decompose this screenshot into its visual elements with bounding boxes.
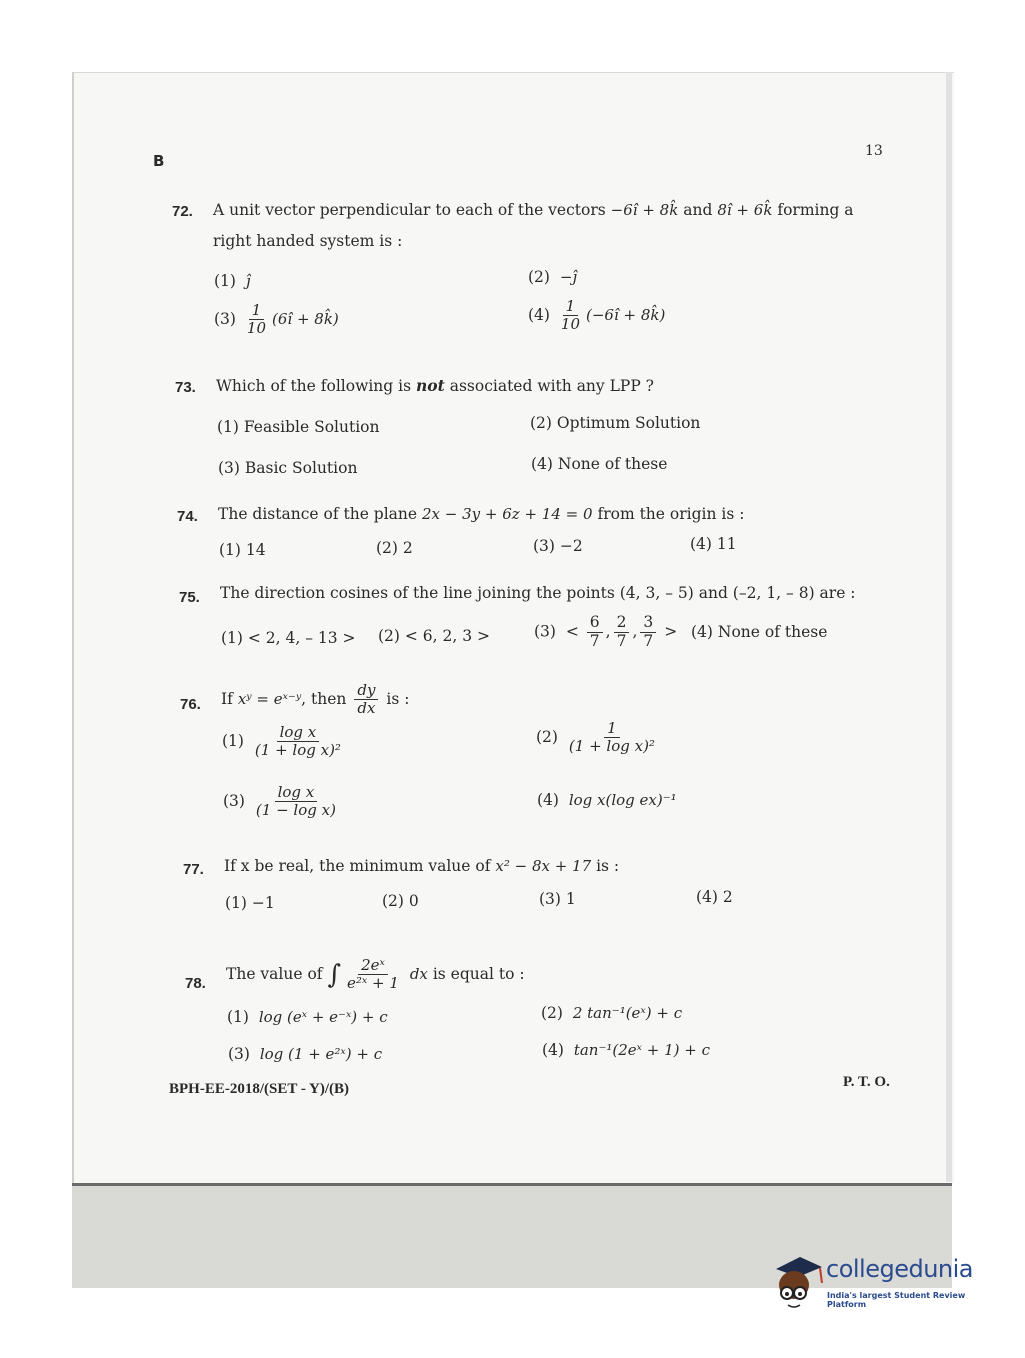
pto-label: P. T. O.: [843, 1074, 890, 1090]
fraction-numerator: 2eˣ: [358, 957, 388, 975]
angle-bracket: <: [565, 622, 579, 641]
fraction-numerator: 3: [640, 614, 656, 633]
question-text-part: and: [683, 201, 713, 219]
option-2: (2) 0: [382, 892, 419, 910]
option-4: [537, 791, 677, 809]
question-text: [221, 682, 409, 718]
option-value: (6î + 8k̂): [272, 309, 339, 328]
question-text-part: Which of the following is: [216, 377, 412, 395]
fraction: [587, 614, 603, 651]
question-text-part: is equal to :: [432, 964, 525, 983]
question-text: [216, 376, 654, 395]
option-2: [528, 268, 577, 286]
set-letter: B: [153, 152, 165, 170]
fraction-denominator: (1 − log x): [255, 801, 336, 820]
option-1: (1) −1: [225, 894, 275, 912]
option-2: [541, 1004, 682, 1022]
option-label: (2): [528, 268, 550, 286]
question-text-part: is :: [596, 857, 620, 875]
option-value: 2 tan⁻¹(eˣ) + c: [572, 1004, 683, 1022]
option-3: [223, 784, 342, 820]
fraction: [253, 784, 339, 820]
option-label: (3): [228, 1045, 250, 1063]
option-1: [214, 272, 250, 290]
paper-edge: [946, 72, 952, 1182]
question-text: [213, 201, 854, 219]
question-number: 75.: [179, 589, 200, 606]
option-1: [222, 724, 347, 760]
paper-code: BPH-EE-2018/(SET - Y)/(B): [169, 1081, 350, 1097]
equation: xʸ = eˣ⁻ʸ: [237, 689, 302, 708]
fraction: [244, 302, 269, 338]
question-text: The direction cosines of the line joining the points (4, 3, – 5) and (–2, 1, – 8) are :: [220, 584, 856, 602]
mascot-icon: [770, 1253, 826, 1313]
option-3: (3) −2: [533, 537, 583, 555]
fraction-denominator: 7: [589, 631, 600, 650]
option-value: −ĵ: [559, 268, 578, 286]
option-4: (4) None of these: [691, 623, 828, 641]
collegedunia-logo[interactable]: [770, 1253, 995, 1315]
question-text: [218, 505, 744, 523]
question-text-part: If x be real, the minimum value of: [224, 857, 491, 875]
fraction-numerator: 1: [604, 720, 620, 738]
fraction: [640, 614, 656, 651]
angle-bracket: >: [664, 622, 678, 641]
fraction-numerator: 6: [587, 614, 603, 633]
question-text: [226, 957, 525, 993]
option-value: ĵ: [245, 272, 251, 290]
vector-b: 8î + 6k̂: [717, 201, 773, 219]
fraction-denominator: 10: [246, 319, 266, 338]
option-2: (2) Optimum Solution: [530, 414, 701, 432]
fraction-numerator: dy: [354, 682, 378, 700]
quadratic-expression: x² − 8x + 17: [495, 857, 592, 875]
question-number: 74.: [177, 508, 198, 525]
fraction: [566, 720, 658, 756]
plane-equation: 2x − 3y + 6z + 14 = 0: [422, 505, 593, 523]
option-label: (2): [536, 727, 558, 746]
fraction-numerator: log x: [277, 724, 320, 742]
fraction-denominator: 10: [560, 315, 580, 334]
integrand-fraction: [344, 957, 402, 993]
fraction-denominator: 7: [616, 631, 627, 650]
question-text-part: The distance of the plane: [218, 505, 418, 523]
option-4: [528, 298, 665, 334]
option-label: (3): [534, 622, 556, 641]
question-text: [224, 857, 619, 875]
question-text-part: is :: [386, 689, 410, 708]
question-number: 77.: [183, 861, 204, 878]
vector-a: −6î + 8k̂: [610, 201, 679, 219]
option-3: [228, 1045, 382, 1063]
option-3: [214, 302, 339, 338]
question-number: 76.: [180, 696, 201, 713]
logo-wordmark: collegedunia: [826, 1255, 974, 1283]
fraction: [252, 724, 344, 760]
derivative-fraction: [354, 682, 378, 718]
fraction-denominator: 7: [643, 631, 654, 650]
fraction-numerator: 2: [614, 614, 630, 633]
fraction-denominator: (1 + log x)²: [568, 737, 655, 756]
fraction-denominator: e²ˣ + 1: [347, 974, 399, 993]
fraction: [558, 298, 583, 334]
fraction-numerator: log x: [275, 784, 318, 802]
option-4: [542, 1041, 710, 1059]
option-2: (2) < 6, 2, 3 >: [378, 627, 491, 645]
emphasis-not: not: [416, 376, 445, 395]
option-label: (1): [214, 272, 236, 290]
page-number: 13: [865, 143, 883, 159]
question-text-part: from the origin is :: [597, 505, 745, 523]
question-text-part: The value of: [226, 964, 323, 983]
differential: dx: [409, 964, 428, 983]
question-number: 78.: [185, 975, 206, 992]
option-label: (4): [537, 791, 559, 809]
option-label: (3): [223, 791, 245, 810]
option-4: (4) 2: [696, 888, 733, 906]
option-label: (4): [528, 305, 550, 324]
option-value: tan⁻¹(2eˣ + 1) + c: [573, 1041, 710, 1059]
question-text-line2: right handed system is :: [213, 232, 403, 250]
option-3: (3) Basic Solution: [218, 459, 358, 477]
question-number: 72.: [172, 203, 193, 220]
option-label: (3): [214, 309, 236, 328]
option-value: log (eˣ + e⁻ˣ) + c: [258, 1008, 388, 1026]
option-label: (1): [227, 1008, 249, 1026]
option-label: (1): [222, 731, 244, 750]
question-text-part: associated with any LPP ?: [449, 377, 654, 395]
option-3: (3) 1: [539, 890, 576, 908]
option-4: (4) 11: [690, 535, 737, 553]
option-2: (2) 2: [376, 539, 413, 557]
option-value: log (1 + e²ˣ) + c: [259, 1045, 383, 1063]
fraction-numerator: 1: [249, 302, 265, 320]
option-1: (1) Feasible Solution: [217, 418, 380, 436]
question-number: 73.: [175, 379, 196, 396]
option-1: (1) 14: [219, 541, 266, 559]
option-3: (3) < $\frac{6}{7}$ , $\frac{2}{7}$ , $\frac{3}{7}$ >: [534, 613, 678, 650]
option-value: log x(log ex)⁻¹: [568, 791, 677, 809]
option-1: (1) < 2, 4, – 13 >: [221, 629, 356, 647]
fraction-denominator: dx: [357, 699, 376, 718]
question-text-part: forming a: [777, 201, 854, 219]
option-label: (4): [542, 1041, 564, 1059]
question-text-part: If: [221, 689, 233, 708]
fraction: [614, 614, 630, 651]
question-text-part: A unit vector perpendicular to each of the vectors: [213, 201, 606, 219]
option-4: (4) None of these: [531, 455, 668, 473]
integral-sign: ∫: [327, 959, 342, 990]
logo-tagline: India's largest Student Review Platform: [827, 1291, 966, 1309]
option-1: [227, 1008, 388, 1026]
option-2: [536, 720, 661, 756]
question-text-part: , then: [301, 689, 347, 708]
fraction-numerator: 1: [563, 298, 579, 316]
option-label: (2): [541, 1004, 563, 1022]
fraction-denominator: (1 + log x)²: [254, 741, 341, 760]
option-value: (−6î + 8k̂): [586, 305, 666, 324]
